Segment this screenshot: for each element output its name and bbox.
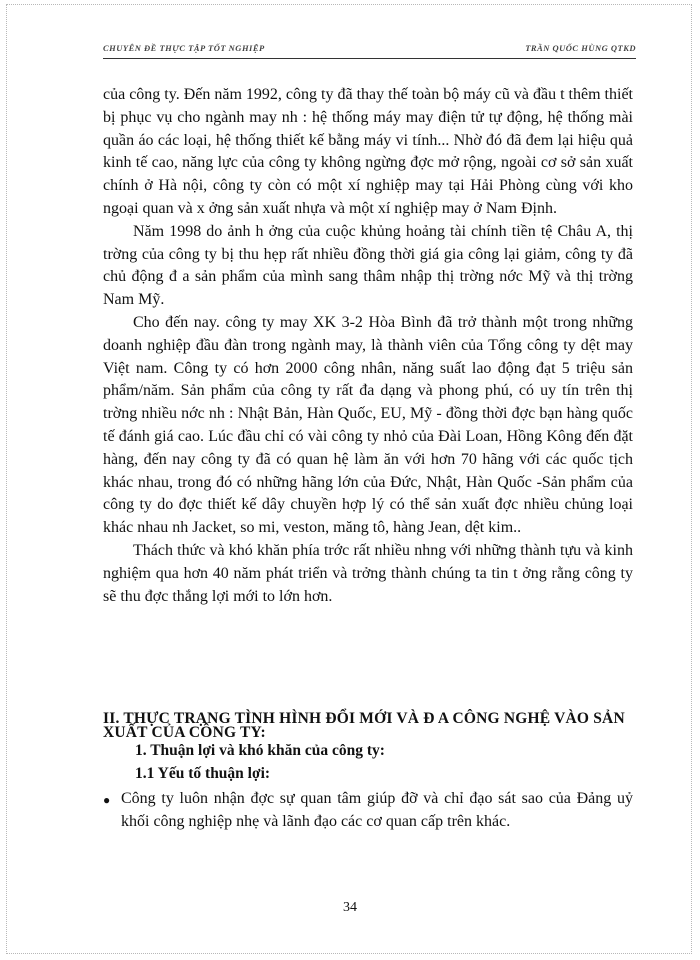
page-number: 34 (343, 900, 357, 915)
paragraph-2: Năm 1998 do ảnh h ởng của cuộc khủng hoảng tài chính tiền tệ Châu A, thị trờng của công ty bị thu hẹp rất nhiều đồng thời giá gia công lại giảm, công ty đã chủ động đ a sản phẩm của mình sang thâm nhập thị trờng nớc Mỹ và thị trờng Nam Mỹ. (103, 222, 633, 309)
subheading-1: 1. Thuận lợi và khó khăn của công ty: (135, 742, 385, 759)
bullet-text: Công ty luôn nhận đợc sự quan tâm giúp đỡ và chỉ đạo sát sao của Đảng uỷ khối công nghiệp nhẹ và lãnh đạo các cơ quan cấp trên khác. (121, 790, 633, 830)
header-right-text: TRẦN QUỐC HÙNG QTKD (525, 43, 636, 53)
body-text (103, 84, 633, 608)
subheading-1-1: 1.1 Yếu tố thuận lợi: (135, 765, 271, 782)
header-left-text: CHUYÊN ĐỀ THỰC TẬP TỐT NGHIỆP (103, 43, 265, 53)
paragraph-4: Thách thức và khó khăn phía trớc rất nhiều nhng với những thành tựu và kinh nghiệm qua hơn 40 năm phát triển và trởng thành chúng ta tin t ởng rằng công ty sẽ thu đợc thắng lợi mới to lớn hơn. (103, 541, 633, 605)
paragraph-3: Cho đến nay. công ty may XK 3-2 Hòa Bình đã trở thành một trong những doanh nghiệp đầu đàn trong ngành may, là thành viên của Tổng công ty dệt may Việt nam. Công ty có hơn 2000 công nhân, năng suất lao động đạt 5 triệu sản phẩm/năm. Sản phẩm của công ty rất đa dạng và phong phú, có uy tín trên thị trờng nhiều nớc nh : Nhật Bản, Hàn Quốc, EU, Mỹ - đồng thời đợc bạn hàng quốc tế đánh giá cao. Lúc đầu chỉ có vài công ty nhỏ của Đài Loan, Hồng Kông đến đặt hàng, đến nay công ty đã có quan hệ làm ăn với hơn 70 hãng với các quốc tịch khác nhau, trong đó có những hãng lớn của Đức, Nhật, Hàn Quốc -Sản phẩm của công ty do đợc thiết kế dây chuyền hợp lý có thể sản xuất đợc nhiều chủng loại khác nhau nh Jacket, so mi, veston, măng tô, hàng Jean, dệt kim.. (103, 313, 633, 537)
bullet-item (103, 788, 633, 834)
running-header (103, 40, 636, 59)
section-heading: II. THỰC TRẠNG TÌNH HÌNH ĐỔI MỚI VÀ Đ A CÔNG NGHỆ VÀO SẢN XUẤT CỦA CÔNG TY: (103, 710, 625, 741)
paragraph-1: của công ty. Đến năm 1992, công ty đã thay thế toàn bộ máy cũ và đầu t thêm thiết bị phục vụ cho ngành may nh : hệ thống máy may điện tử tự động, hệ thống mài quần áo các loại, hệ thống thiết kế bằng máy vi tính... Nhờ đó đã đem lại hiệu quả kinh tế cao, năng lực của công ty không ngừng đợc mở rộng, ngoài cơ sở sản xuất chính ở Hà nội, công ty còn có một xí nghiệp may tại Hải Phòng cùng với kho ngoại quan và x ởng sản xuất nhựa và một xí nghiệp may ở Nam Định. (103, 86, 633, 217)
bullet-dot-icon: ● (103, 793, 111, 807)
